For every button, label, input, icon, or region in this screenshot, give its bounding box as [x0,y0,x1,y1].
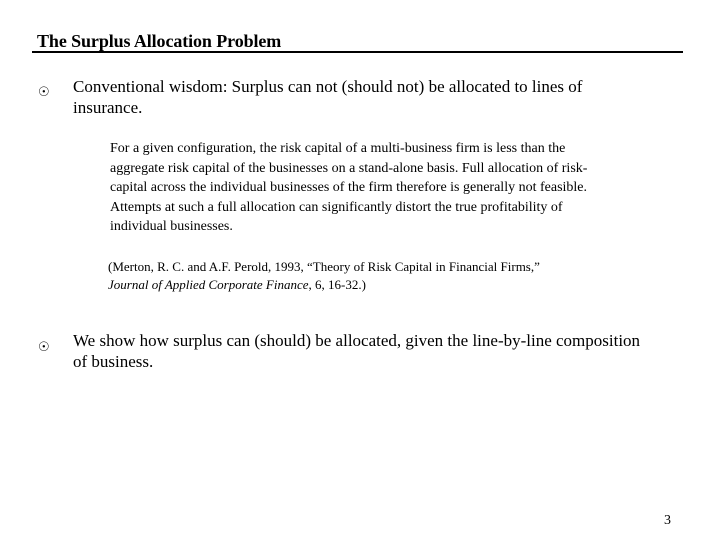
bullet-line: We show how surplus can (should) be allocated, given the line-by-line composition [73,331,641,350]
bullet-icon: ☉ [38,339,50,354]
citation-journal: Journal of Applied Corporate Finance [108,277,309,292]
citation-line [108,276,540,294]
citation [108,258,540,294]
bullet-conventional-wisdom [73,76,582,118]
bullet-line: of business. [73,352,154,371]
page-number: 3 [664,513,671,528]
bullet-icon: ☉ [38,84,50,99]
quote-line: individual businesses. [110,219,233,235]
quote-line: capital across the individual businesses of the firm therefore is generally not feasible. [110,180,588,196]
bullet-line: insurance. [73,98,143,117]
citation-line: (Merton, R. C. and A.F. Perold, 1993, “Theory of Risk Capital in Financial Firms,” [108,259,540,274]
quote-line: Attempts at such a full allocation can significantly distort the true profitability of [110,199,563,215]
quote-line: aggregate risk capital of the businesses on a stand-alone basis. Full allocation of risk- [110,160,588,176]
title-divider [32,51,683,53]
bullet-surplus-allocation [73,330,640,372]
bullet-line: Conventional wisdom: Surplus can not (should not) be allocated to lines of [73,77,583,96]
slide-title: The Surplus Allocation Problem [37,31,282,51]
quote-block [110,139,587,237]
citation-rest: , 6, 16-32.) [308,277,366,292]
quote-line: For a given configuration, the risk capital of a multi-business firm is less than the [110,141,566,156]
